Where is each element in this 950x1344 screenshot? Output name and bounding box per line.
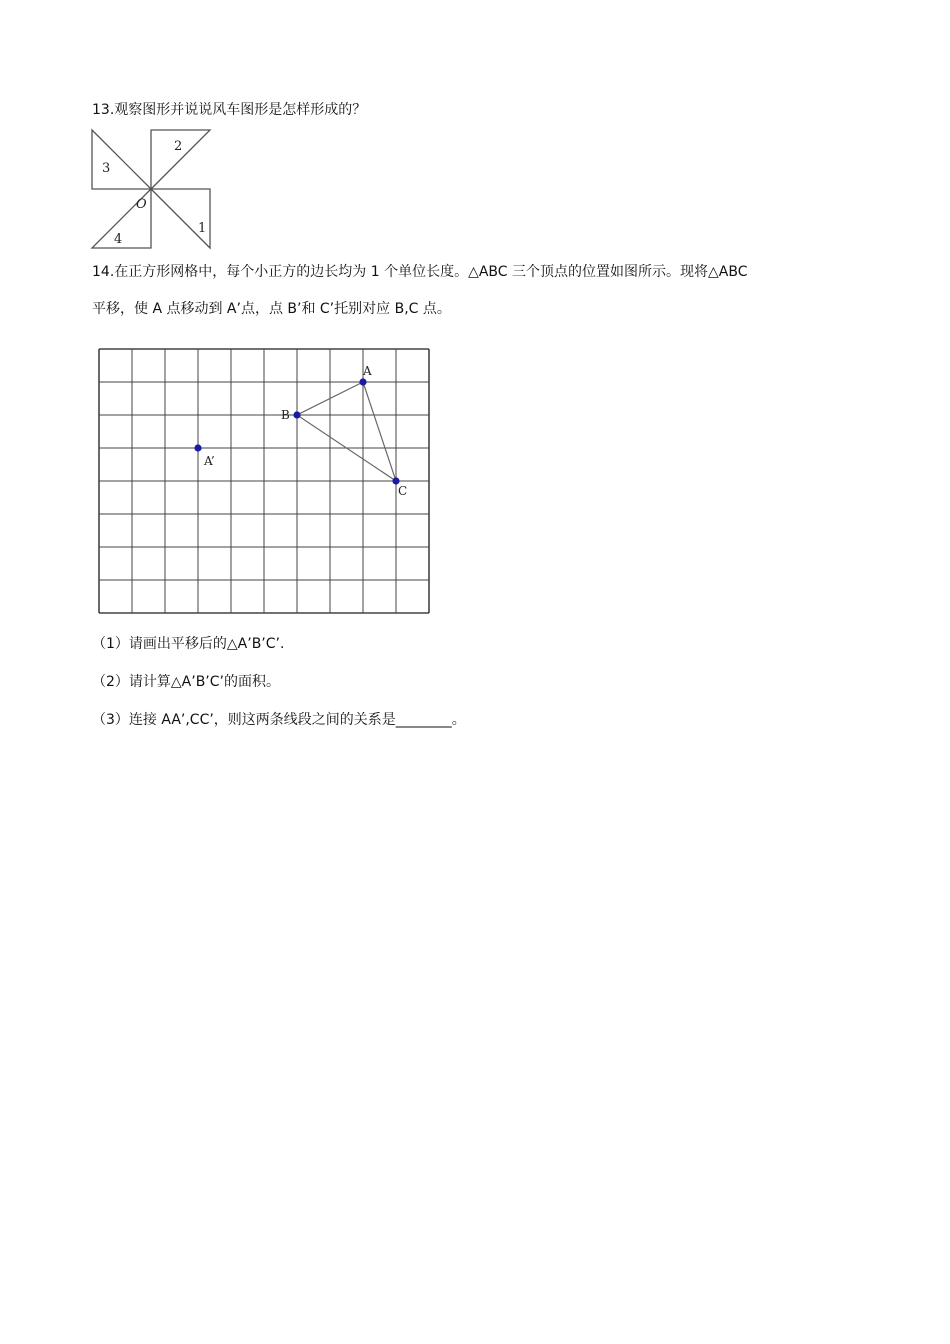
grid-lines (99, 349, 429, 613)
triangle-abc (297, 382, 396, 481)
pinwheel-figure (90, 128, 214, 252)
sub-question-3: （3）连接 AA’,CC’，则这两条线段之间的关系是________。 (92, 712, 466, 728)
grid-points (194, 364, 407, 498)
sub-question-1: （1）请画出平移后的△A’B’C’. (92, 636, 285, 652)
grid-figure (96, 346, 436, 618)
pinwheel-label-4: 4 (114, 232, 123, 247)
question-14-line-1: 14.在正方形网格中，每个小正方的边长均为 1 个单位长度。△ABC 三个顶点的位置如图所示。现将△ABC (92, 264, 748, 280)
pinwheel-blade-1 (151, 189, 210, 248)
pinwheel-label-2: 2 (174, 139, 183, 154)
point-label-c: C (398, 484, 408, 498)
point-b (293, 411, 300, 418)
pinwheel-label-1: 1 (198, 221, 207, 236)
point-label-a: A (363, 364, 372, 378)
pinwheel-center-label: O (136, 197, 147, 212)
sub-question-2: （2）请计算△A’B’C’的面积。 (92, 674, 280, 690)
triangle-abc-outline (297, 382, 396, 481)
question-13-title: 13.观察图形并说说风车图形是怎样形成的？ (92, 102, 367, 118)
point-a (359, 378, 366, 385)
pinwheel-blade-3 (92, 130, 151, 189)
question-14-line-2: 平移，使 A 点移动到 A’点，点 B’和 C’托别对应 B,C 点。 (92, 301, 451, 317)
point-a-prime (194, 444, 201, 451)
pinwheel-label-3: 3 (102, 161, 111, 176)
point-label-a-prime: A’ (204, 454, 215, 468)
point-label-b: B (281, 408, 290, 422)
